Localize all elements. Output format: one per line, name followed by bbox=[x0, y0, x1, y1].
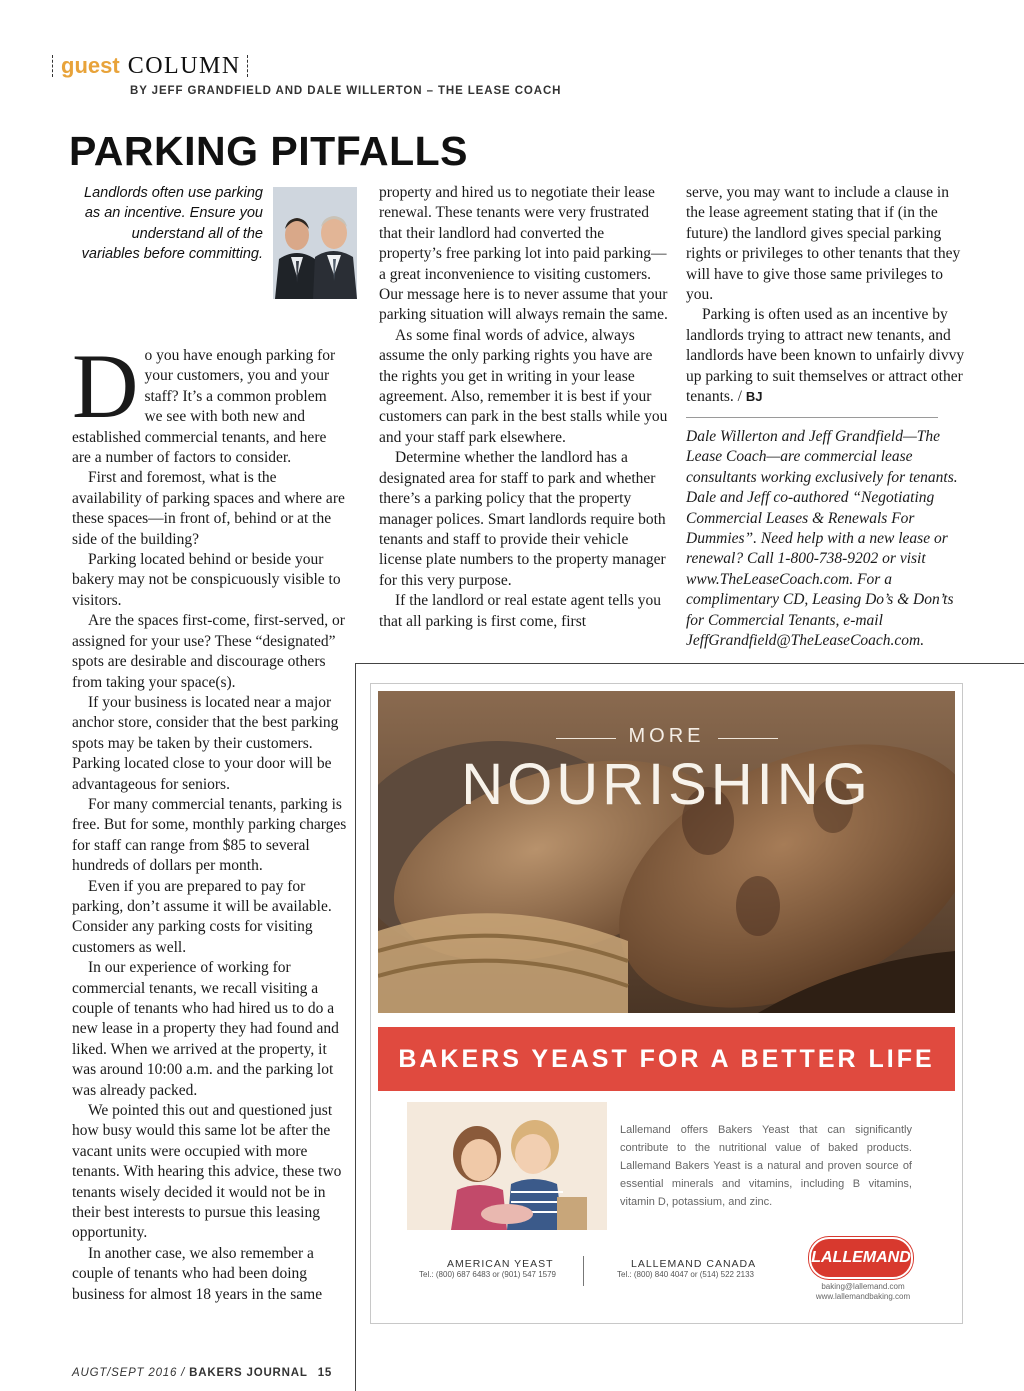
paragraph-4: Are the spaces first-come, first-served, or assigned for your use? These “designated” spots are desirable and discourage others from taking your space(s). bbox=[72, 612, 345, 691]
children-baking-image bbox=[407, 1102, 607, 1230]
paragraph-6: For many commercial tenants, parking is free. But for some, monthly parking charges for staff can range from $85 to several hundreds of dollars per month. bbox=[72, 795, 347, 875]
paragraph-14: If the landlord or real estate agent tells you that all parking is first come, first bbox=[379, 592, 661, 630]
article-column-2 bbox=[379, 183, 669, 632]
article-column-1 bbox=[72, 335, 348, 1305]
lallemand-advertisement[interactable] bbox=[370, 683, 963, 1324]
paragraph-7: Even if you are prepared to pay for parking, don’t assume it will be available. Consider any parking costs for visiting customers as well. bbox=[72, 877, 332, 956]
paragraph-13: Determine whether the landlord has a designated area for staff to park and whether there’s a parking policy that the property manager polices. Smart landlords require both tenants and staff to provide their vehicle license plate numbers to the property manager for this very purpose. bbox=[379, 449, 666, 589]
ad-nourishing: NOURISHING bbox=[461, 752, 872, 817]
contact-lallemand-canada bbox=[617, 1258, 756, 1279]
footer-issue: AUGT/SEPT 2016 / bbox=[72, 1367, 186, 1379]
ad-copy: Lallemand offers Bakers Yeast that can significantly contribute to the nutritional value of baked products. Lallemand Bakers Yeast is a natural and proven source of essential minerals and vitamins, including B vitamins, vitamin D, potassium, and zinc. bbox=[620, 1124, 912, 1208]
ad-email-link[interactable]: baking@lallemand.com bbox=[821, 1282, 905, 1291]
contact-american-yeast bbox=[419, 1258, 556, 1279]
section-header bbox=[46, 52, 256, 80]
footer-page-number: 15 bbox=[317, 1367, 333, 1379]
ad-frame-left-line bbox=[355, 663, 356, 1391]
bio-rule bbox=[686, 417, 938, 418]
two-men-portrait-icon bbox=[273, 187, 357, 299]
paragraph-5: If your business is located near a major anchor store, consider that the best parking spots may be taken by their customers. Parking located close to your door will be advantageous for seniors. bbox=[72, 693, 339, 793]
section-label-column: COLUMN bbox=[127, 52, 241, 79]
byline: BY JEFF GRANDFIELD AND DALE WILLERTON – THE LEASE COACH bbox=[130, 85, 562, 97]
paragraph-8: In our experience of working for commercial tenants, we recall visiting a couple of tenants who had hired us to do a new lease in a property they had found and liked. When we arrived at the property, it was around 10:00 a.m. and the parking lot was already packed. bbox=[72, 959, 339, 1099]
author-photo bbox=[273, 187, 357, 299]
paragraph-3: Parking located behind or beside your bakery may not be conspicuously visible to visitors. bbox=[72, 551, 341, 609]
paragraph-1-text: o you have enough parking for your customers, you and your staff? It’s a common problem we see with both new and established commercial tenants, and here are a number of factors to consider. bbox=[72, 347, 336, 467]
paragraph-12: As some final words of advice, always assume the only parking rights you have are the rights you get in writing in your lease agreement. Also, remember it is best if your customers can park in the best stalls while you and your staff park elsewhere. bbox=[379, 326, 668, 446]
paragraph-9: We pointed this out and questioned just how busy would this same lot be after the vacant units were occupied with more tenants. With hearing this advice, these two tenants wisely decided it would not be in their best interests to pursue this leasing opportunity. bbox=[72, 1102, 342, 1242]
paragraph-15: serve, you may want to include a clause in the lease agreement stating that if (in the future) the landlord gives special parking rights or privileges to other tenants that they will have to give those same privileges to you. bbox=[686, 184, 961, 304]
bread-photo bbox=[378, 691, 955, 1013]
lallemand-logo: LALLEMAND bbox=[809, 1237, 913, 1279]
contact-2-tel: Tel.: (800) 840 4047 or (514) 522 2133 bbox=[617, 1270, 754, 1279]
deck-text: Landlords often use parking as an incentive. Ensure you understand all of the variables before committing. bbox=[81, 185, 263, 263]
paragraph-10: In another case, we also remember a couple of tenants who had been doing business for almost 18 years in the same bbox=[72, 1244, 323, 1303]
page-footer bbox=[72, 1367, 332, 1379]
children-baking-photo bbox=[407, 1102, 607, 1230]
signoff-bj: BJ bbox=[745, 389, 763, 405]
paragraph-1 bbox=[72, 335, 348, 468]
ad-more: MORE bbox=[628, 725, 705, 747]
ad-website-link[interactable]: www.lallemandbaking.com bbox=[815, 1292, 911, 1301]
ad-web-contacts bbox=[803, 1282, 923, 1302]
contact-2-name: LALLEMAND CANADA bbox=[631, 1258, 757, 1270]
headline: PARKING PITFALLS bbox=[69, 128, 469, 174]
drop-cap: D bbox=[72, 335, 139, 437]
footer-journal: BAKERS JOURNAL bbox=[189, 1367, 308, 1379]
contact-separator bbox=[583, 1256, 584, 1286]
author-bio: Dale Willerton and Jeff Grandfield—The Lease Coach—are commercial lease consultants working exclusively for tenants. Dale and Jeff co-authored “Negotiating Commercial Leases & Renewals For Dummies”. Need help with a new lease or renewal? Call 1-800-738-9202 or visit www.TheLeaseCoach.com. For a complimentary CD, Leasing Do’s & Don’ts for Commercial Tenants, e-mail JeffGrandfield@TheLeaseCoach.com. bbox=[686, 428, 958, 650]
section-label-guest: guest bbox=[61, 53, 120, 78]
contact-1-name: AMERICAN YEAST bbox=[447, 1258, 554, 1270]
article-column-3 bbox=[686, 183, 968, 407]
divider-bar-left bbox=[52, 55, 55, 77]
ad-frame-top-line bbox=[355, 663, 1024, 664]
ad-banner: BAKERS YEAST FOR A BETTER LIFE bbox=[378, 1027, 955, 1091]
paragraph-11: property and hired us to negotiate their lease renewal. These tenants were very frustrated that their landlord had converted the property’s free parking lot into paid parking—a great inconvenience to visiting customers. Our message here is to never assume that your parking situation will always remain the same. bbox=[379, 184, 668, 324]
paragraph-16-text: Parking is often used as an incentive by landlords trying to attract new tenants, and landlords have been known to unfairly divvy up parking to suit themselves or attract other tenants. / bbox=[686, 306, 965, 406]
paragraph-16 bbox=[686, 305, 968, 407]
contact-1-tel: Tel.: (800) 687 6483 or (901) 547 1579 bbox=[419, 1270, 556, 1279]
divider-bar-right bbox=[247, 55, 250, 77]
paragraph-2: First and foremost, what is the availability of parking spaces and where are these spaces—in front of, behind or at the side of the building? bbox=[72, 469, 345, 548]
